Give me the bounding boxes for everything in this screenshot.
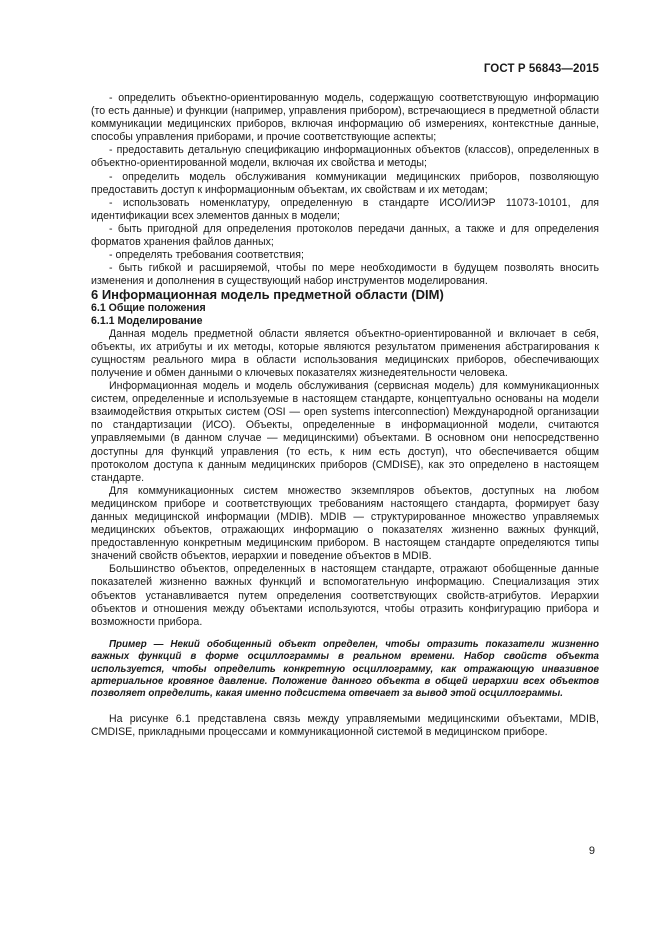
list-item: - определить модель обслуживания коммуникации медицинских приборов, позволяющую предоставить доступ к информационным объектам, их свойствам и их методам;	[91, 170, 599, 196]
body-paragraph: Большинство объектов, определенных в настоящем стандарте, отражают обобщенные данные показателей жизненно важных функций и вспомогательную информацию. Специализация этих объектов устанавливается путем определения соответствующих свойств-атрибутов. Иерархии объектов и отношения между объектами используются, чтобы отразить конфигурацию прибора и возможности прибора.	[91, 563, 599, 628]
list-item: - использовать номенклатуру, определенную в стандарте ИСО/ИИЭР 11073-10101, для идентификации всех элементов данных в модели;	[91, 196, 599, 222]
body-paragraph: Информационная модель и модель обслуживания (сервисная модель) для коммуникационных систем, определенные и используемые в настоящем стандарте, концептуально основаны на модели взаимодействия открытых систем (OSI — open systems interconnection) Международной организации по стандартизации (ИСО). Объекты, определенные в информационной модели, считаются управляемыми (в данном случае — медицинскими) объектами. В основном они непосредственно доступны для функций управления (то есть, к ним есть доступ), что обеспечивается общим протоколом доступа к данным медицинских приборов (CMDISE), как это определено в настоящем стандарте.	[91, 380, 599, 484]
list-item: - предоставить детальную спецификацию информационных объектов (классов), определенных в объектно-ориентированной модели, включая их свойства и методы;	[91, 144, 599, 170]
standard-header: ГОСТ Р 56843—2015	[483, 63, 599, 75]
list-item: - быть гибкой и расширяемой, чтобы по мере необходимости в будущем позволять вносить изменения и дополнения в существующий набор инструментов моделирования.	[91, 262, 599, 288]
body-paragraph: Данная модель предметной области является объектно-ориентированной и включает в себя, объекты, их атрибуты и их методы, которые являются результатом применения абстрагирования к сущностям реального мира в области использования медицинских приборов, обеспечивающих получение и обмен данными о ключевых показателях жизнедеятельности человека.	[91, 327, 599, 379]
page-number: 9	[588, 845, 595, 857]
list-item: - определить объектно-ориентированную модель, содержащую соответствующую информацию (то есть данные) и функции (например, управления прибором), встречающиеся в предметной области коммуникации медицинских приборов, включая информацию об измерениях, контекстные данные, способы управления приборами, и прочие соответствующие аспекты;	[91, 92, 599, 144]
list-item: - определять требования соответствия;	[109, 249, 304, 262]
subsubsection-heading: 6.1.1 Моделирование	[91, 314, 203, 327]
example-note: Пример — Некий обобщенный объект определен, чтобы отразить показатели жизненно важных функций в форме осциллограммы в реальном времени. Набор свойств объекта используется, чтобы определить конкретную осциллограмму, как отражающую инвазивное артериальное кровяное давление. Положение данного объекта в общей иерархии всех объектов позволяет определить, какая именно подсистема отвечает за вывод этой осциллограммы.	[91, 638, 599, 700]
list-item: - быть пригодной для определения протоколов передачи данных, а также и для определения форматов хранения файлов данных;	[91, 222, 599, 249]
body-paragraph: На рисунке 6.1 представлена связь между управляемыми медицинскими объектами, MDIB, CMDISE, прикладными процессами и коммуникационной системой в медицинском приборе.	[91, 712, 599, 738]
body-paragraph: Для коммуникационных систем множество экземпляров объектов, доступных на любом медицинском приборе и соответствующих требованиям настоящего стандарта, формирует базу данных медицинской информации (MDIB). MDIB — структурированное множество управляемых медицинских объектов, отражающих информацию о показателях жизненно важных функций, предоставленную конкретным медицинским прибором. В настоящем стандарте определяются типы значений свойств объектов, иерархии и поведение объектов в MDIB.	[91, 484, 599, 563]
section-heading: 6 Информационная модель предметной области (DIM)	[91, 287, 444, 303]
page-content	[91, 92, 599, 739]
subsection-heading: 6.1 Общие положения	[91, 301, 206, 314]
